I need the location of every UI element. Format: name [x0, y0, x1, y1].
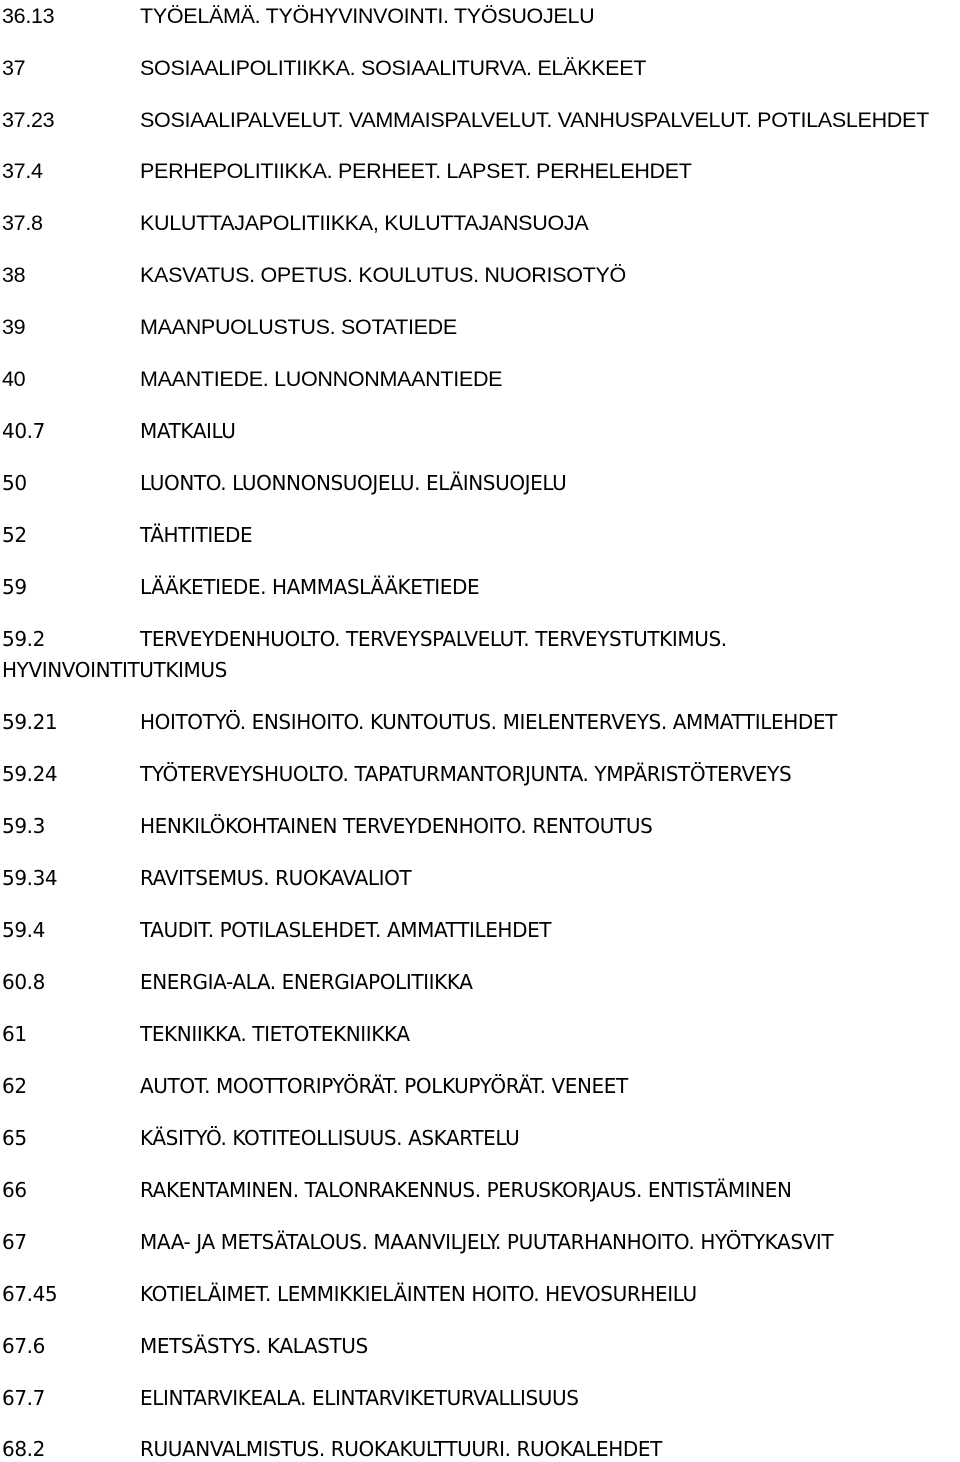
entry-title: MAANTIEDE. LUONNONMAANTIEDE: [140, 367, 503, 391]
entry-code: 39: [2, 315, 26, 339]
entry-code: 37: [2, 56, 26, 80]
entry-title: MAANPUOLUSTUS. SOTATIEDE: [140, 315, 457, 339]
entry-code: 59.21: [2, 710, 58, 734]
entry-title: TERVEYDENHUOLTO. TERVEYSPALVELUT. TERVEYSTUTKIMUS.: [140, 627, 727, 651]
entry-title: SOSIAALIPOLITIIKKA. SOSIAALITURVA. ELÄKKEET: [140, 56, 647, 80]
entry-code: 52: [2, 523, 27, 547]
entry-code: 67.45: [2, 1282, 58, 1306]
entry-code: 59.2: [2, 627, 45, 651]
entry-code: 68.2: [2, 1437, 45, 1461]
entry-title: PERHEPOLITIIKKA. PERHEET. LAPSET. PERHELEHDET: [140, 159, 692, 183]
entry-title: METSÄSTYS. KALASTUS: [140, 1334, 368, 1358]
entry-code: 40.7: [2, 419, 45, 443]
entry-title: MAA- JA METSÄTALOUS. MAANVILJELY. PUUTARHANHOITO. HYÖTYKASVIT: [140, 1230, 834, 1254]
entry-code: 38: [2, 263, 26, 287]
entry-code: 59.4: [2, 918, 45, 942]
entry-code: 37.23: [2, 108, 55, 132]
entry-title: KASVATUS. OPETUS. KOULUTUS. NUORISOTYÖ: [140, 263, 626, 287]
entry-code: 37.4: [2, 159, 43, 183]
entry-code: 50: [2, 471, 27, 495]
entry-title: SOSIAALIPALVELUT. VAMMAISPALVELUT. VANHUSPALVELUT. POTILASLEHDET: [140, 108, 929, 132]
entry-title: AUTOT. MOOTTORIPYÖRÄT. POLKUPYÖRÄT. VENEET: [140, 1074, 628, 1098]
entry-code: 59.34: [2, 866, 58, 890]
entry-title: TÄHTITIEDE: [140, 523, 253, 547]
entry-title: RUUANVALMISTUS. RUOKAKULTTUURI. RUOKALEHDET: [140, 1437, 662, 1461]
entry-title: TYÖTERVEYSHUOLTO. TAPATURMANTORJUNTA. YMPÄRISTÖTERVEYS: [140, 762, 792, 786]
entry-title: MATKAILU: [140, 419, 236, 443]
entry-code: 59: [2, 575, 27, 599]
entry-title: TAUDIT. POTILASLEHDET. AMMATTILEHDET: [140, 918, 552, 942]
entry-title: ELINTARVIKEALA. ELINTARVIKETURVALLISUUS: [140, 1386, 579, 1410]
entry-title: HENKILÖKOHTAINEN TERVEYDENHOITO. RENTOUTUS: [140, 814, 653, 838]
entry-title: HOITOTYÖ. ENSIHOITO. KUNTOUTUS. MIELENTERVEYS. AMMATTILEHDET: [140, 710, 837, 734]
entry-title: TEKNIIKKA. TIETOTEKNIIKKA: [140, 1022, 410, 1046]
entry-title: KULUTTAJAPOLITIIKKA, KULUTTAJANSUOJA: [140, 211, 589, 235]
entry-code: 59.3: [2, 814, 45, 838]
entry-code: 65: [2, 1126, 27, 1150]
entry-code: 67: [2, 1230, 27, 1254]
entry-title: KÄSITYÖ. KOTITEOLLISUUS. ASKARTELU: [140, 1126, 520, 1150]
entry-code: 66: [2, 1178, 27, 1202]
entry-title: ENERGIA-ALA. ENERGIAPOLITIIKKA: [140, 970, 473, 994]
entry-code: 61: [2, 1022, 27, 1046]
entry-code: 62: [2, 1074, 27, 1098]
entry-code: 37.8: [2, 211, 43, 235]
entry-code: 36.13: [2, 4, 55, 28]
entry-title: RAVITSEMUS. RUOKAVALIOT: [140, 866, 412, 890]
entry-code: 40: [2, 367, 26, 391]
entry-title: RAKENTAMINEN. TALONRAKENNUS. PERUSKORJAUS. ENTISTÄMINEN: [140, 1178, 792, 1202]
entry-title: TYÖELÄMÄ. TYÖHYVINVOINTI. TYÖSUOJELU: [140, 4, 595, 28]
entry-code: 67.6: [2, 1334, 45, 1358]
entry-title-continuation: HYVINVOINTITUTKIMUS: [2, 658, 227, 682]
entry-title: LÄÄKETIEDE. HAMMASLÄÄKETIEDE: [140, 575, 480, 599]
entry-title: KOTIELÄIMET. LEMMIKKIELÄINTEN HOITO. HEVOSURHEILU: [140, 1282, 697, 1306]
entry-code: 59.24: [2, 762, 58, 786]
entry-code: 60.8: [2, 970, 45, 994]
entry-code: 67.7: [2, 1386, 45, 1410]
entry-title: LUONTO. LUONNONSUOJELU. ELÄINSUOJELU: [140, 471, 567, 495]
